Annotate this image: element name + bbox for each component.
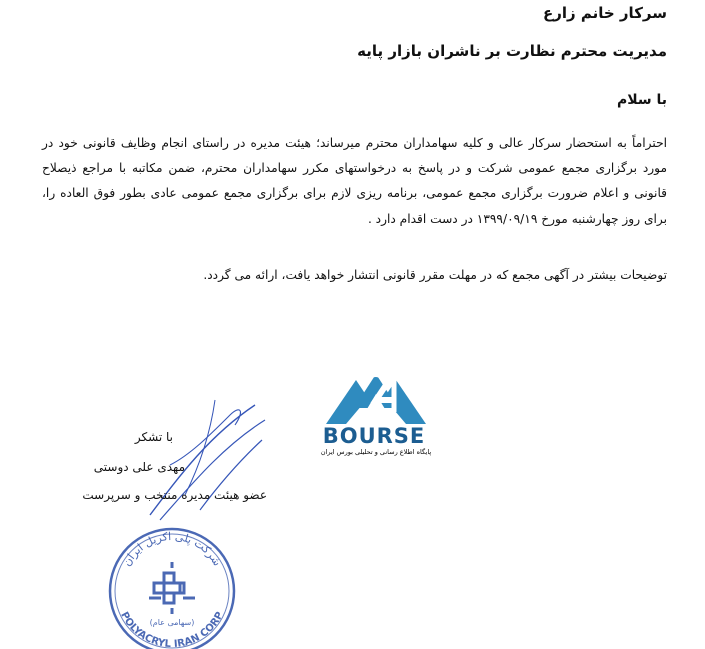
logo-tagline: پایگاه اطلاع رسانی و تحلیلی بورس ایران bbox=[320, 448, 432, 456]
signature-closing: با تشکر bbox=[134, 430, 173, 444]
svg-text:POLYACRYL IRAN CORP: POLYACRYL IRAN CORP bbox=[118, 610, 226, 649]
department-line: مدیریت محترم نظارت بر ناشران بازار پایه bbox=[357, 42, 667, 60]
logo-brand-text: BOURSE bbox=[322, 424, 426, 448]
svg-text:(سهامی عام): (سهامی عام) bbox=[149, 618, 195, 627]
letter-note: توضیحات بیشتر در آگهی مجمع که در مهلت مقرر قانونی انتشار خواهد یافت، ارائه می گردد. bbox=[203, 268, 667, 282]
signature-name: مهدی علی دوستی bbox=[93, 460, 185, 474]
company-stamp bbox=[94, 513, 249, 649]
letter-body: احتراماً به استحضار سرکار عالی و کلیه سهامداران محترم میرساند؛ هیئت مدیره در راستای انجام وظایف قانونی خود در مورد برگزاری مجمع عمومی شرکت و در پاسخ به درخواستهای مکرر سهامداران محترم، ضمن مکاتبه با مراجع ذیصلاح قانونی و اعلام ضرورت برگزاری مجمع عمومی، برنامه ریزی لازم برای برگزاری مجمع عمومی عادی بطور فوق العاده را، برای روز چهارشنبه مورخ ۱۳۹۹/۰۹/۱۹ در دست اقدام دارد . bbox=[42, 136, 667, 226]
signature-title: عضو هیئت مدیره منتخب و سرپرست bbox=[82, 488, 267, 502]
svg-text:شرکت پلی اکریل ایران: شرکت پلی اکریل ایران bbox=[120, 529, 224, 569]
greeting-line: با سلام bbox=[616, 92, 667, 108]
recipient-line: سرکار خانم زارع bbox=[542, 4, 667, 22]
